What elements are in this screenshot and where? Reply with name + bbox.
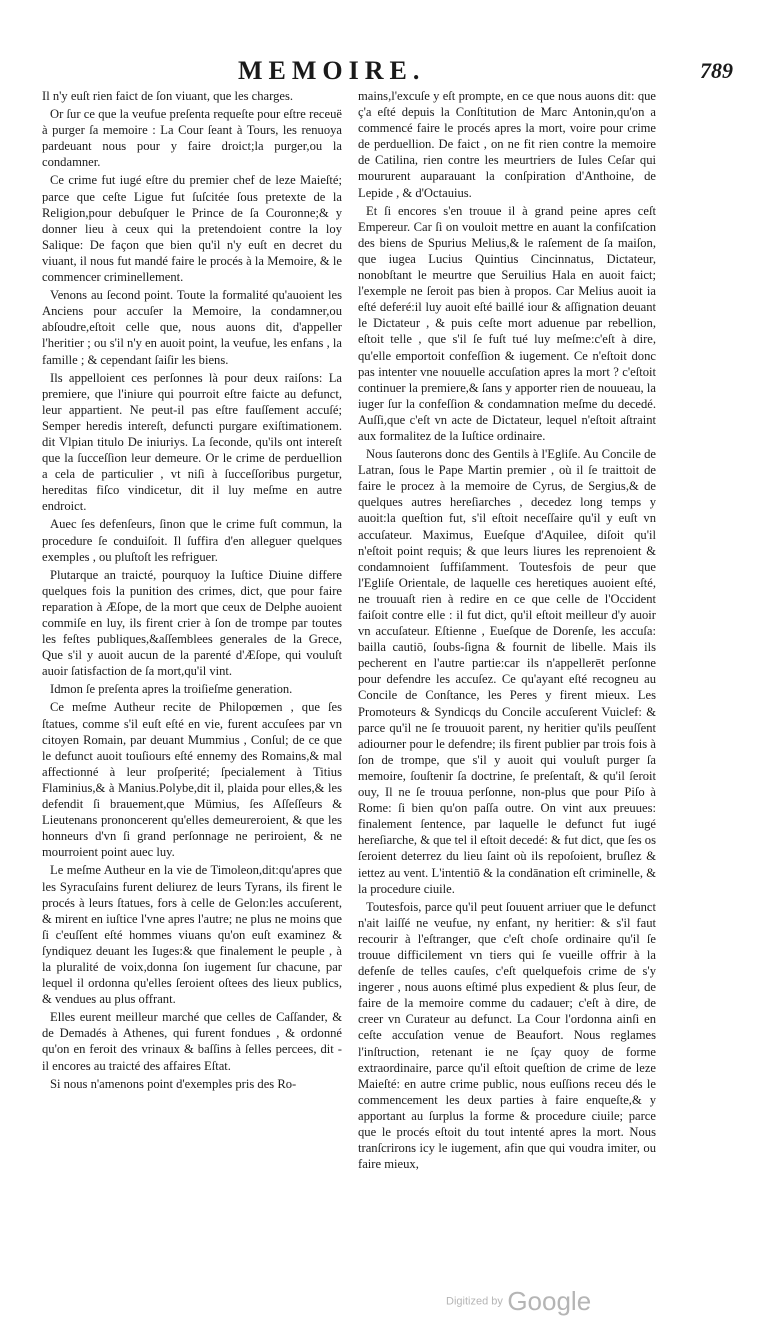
digitized-watermark: [446, 1286, 591, 1317]
left-text-column: [42, 88, 342, 1094]
right-text-column: [358, 88, 656, 1174]
paragraph: Ils appelloient ces perſonnes là pour deux raiſons: La premiere, que l'iniure qui pourroit eſtre faicte au defunct, leur appartient. Ne peut-il pas eſtre fauſſement accuſé; Semper heredis intereſt, defuncti purgare exiſtimationem. dit Vlpian titulo De iniuriys. La ſeconde, qu'ils ont intereſt que la ſucceſſion leur demeure. Or le crime de perduellion a cela de particulier , vt niſi à ſucceſſoribus purgetur, hereditas fiſco vindicetur, dit il luy meſme en autre endroict.: [42, 370, 342, 514]
paragraph: Et ſi encores s'en trouue il à grand peine apres ceſt Empereur. Car ſi on vouloit mettre en auant la confiſcation des biens de Spurius Melius,& le raſement de ſa maiſon, que iugea Lucius Quintius Cincinnatus, Dictateur, nonobſtant le meurtre que Seruilius Hala en auoit faict; l'exemple ne ſeroit pas bien à propos. Car Melius auoit ia eſté deferé:il luy auoit eſté baillé iour & aſſignation deuant le Dictateur , & puis ceſte mort aduenue par rebellion, eſtoit telle , que s'il ſe fuſt tué luy meſme:c'eſt à dire, qu'elle emportoit confeſſion & iugement. Ce n'eſtoit donc pas intenter vne nouuelle accuſation apres la mort ? c'eſtoit continuer la premiere,& ſans y apporter rien de nouueau, la iuger ſur la confeſſion & condamnation meſme du decedé. Auſſi,que c'eſt vn acte de Dictateur, lequel n'eſtoit aſtraint aux formalitez de la Iuſtice ordinaire.: [358, 203, 656, 443]
paragraph: Toutesfois, parce qu'il peut ſouuent arriuer que le defunct n'ait laiſſé ne veufue, ny enfant, ny heritier: & s'il faut recourir à l'eſtranger, que c'eſt choſe ordinaire qu'il ſe trouue difficilement vn tiers qui ſe vueille offrir à la defenſe de telles cauſes, c'eſt quelquefois crime de s'y ingerer , nous auons eſtimé plus expedient & plus ſeur, de faire de la memoire comme du cadauer; c'eſt à dire, de creer vn Curateur au defunct. La Cour l'ordonna ainſi en ceſte accuſation venue de Beaufort. Nous reglames l'inſtruction, retenant ie ne ſçay quoy de forme extraordinaire, parce qu'il eſtoit queſtion de crime de leze Maieſté: en autre crime public, nous euſſions receu dés le commencement les deux parties à faire enqueſte,& y apportant au ſurplus la forme & procedure ciuile; parce que le procés eſtoit du tout intenté apres la mort. Nous tranſcrirons icy le iugement, afin que qui voudra imiter, ou faire mieux,: [358, 899, 656, 1172]
paragraph: Il n'y euſt rien faict de ſon viuant, que les charges.: [42, 89, 294, 103]
paragraph: Auec ſes defenſeurs, ſinon que le crime fuſt commun, la procedure ſe conduiſoit. Il ſuffira d'en alleguer quelques exemples , ou pluſtoſt les refriguer.: [42, 517, 342, 564]
paragraph: Ce meſme Autheur recite de Philopœmen , que ſes ſtatues, comme s'il euſt eſté en vie, furent accuſees par vn citoyen Romain, par deuant Mummius , Conſul; de ce que le defunct auoit touſiours eſté ennemy des Romains,& mal affectionné à leur proſperité; ſpecialement à Titius Flaminius,& à Manius.Polybe,dit il, plaida pour elles,& les defendit ſi brauement,que Mümius, ſes Aſſeſſeurs & Lieutenans prononcerent qu'elles demeureroient, & que les honneurs d'vn ſi grand perſonnage ne periroient, & ne mourroient point auec luy.: [42, 700, 342, 860]
paragraph: Plutarque an traicté, pourquoy la Iuſtice Diuine differe quelques fois la punition des crimes, dict, que pour faire reparation à Æſope, de la mort que ceux de Delphe auoient commiſe en luy, ils firent crier à ſon de trompe par toutes les feſtes publiques,&aſſemblees generales de la Grece, Que s'il y auoit aucun de la parenté d'Æſope, qui vouluſt auoir ſatisfaction de ſa mort,qu'il vint.: [42, 567, 342, 679]
paragraph: Elles eurent meilleur marché que celles de Caſſander, & de Demadés à Athenes, qui furent fondues , & ordonné qu'on en feroit des vrinaux & baſſins à ſelles percees, dit - il encores au traicté des affaires Eſtat.: [42, 1010, 342, 1073]
google-logo-text: Google: [507, 1286, 592, 1316]
paragraph: Venons au ſecond point. Toute la formalité qu'auoient les Anciens pour accuſer la Memoire, la condamner,ou abſoudre,eſtoit celle que, nous auons dit, d'appeller l'heritier ; ou s'il n'y en auoit point, la veufue, les enfans , la famille ; & cependant ſaiſir les biens.: [42, 288, 342, 367]
running-title: MEMOIRE.: [238, 56, 426, 85]
digitized-by-label: Digitized by: [446, 1295, 503, 1308]
paragraph: Or ſur ce que la veufue preſenta requeſte pour eſtre receuë à purger ſa memoire : La Cour ſeant à Tours, les renuoya pardeuant nous pour y faire droict;la purger,ou la condamner.: [42, 107, 342, 170]
paragraph: Ce crime fut iugé eſtre du premier chef de leze Maieſté; parce que ceſte Ligue fut ſuſcitée ſous pretexte de la Religion,pour debuſquer le Prince de ſa Couronne;& y donner lieu à ceux qui la pretendoient contre la loy Salique: De façon que bien qu'il n'y euſt en decret du viuant, il nous fut mandé faire le procés à la Memoire, & le commencer criminellement.: [42, 173, 342, 285]
paragraph: Le meſme Autheur en la vie de Timoleon,dit:qu'apres que les Syracuſains furent deliurez de leurs Tyrans, ils firent le procés à leurs ſtatues, fors à celle de Gelon:les accuſerent, & mirent en iuſtice l'vne apres l'autre; ne plus ne moins que ſi c'euſſent eſté hommes viuans qu'on euſt examinez & ſyndiquez deuant les Iuges:& que finalement le peuple , à la pluralité de voix,donna ſon iugement ſur chacune, par lequel il ordonna qu'elles ſeroient oſtees des lieux publics, & vendues au plus offrant.: [42, 863, 342, 1007]
paragraph: Nous ſauterons donc des Gentils à l'Egliſe. Au Concile de Latran, ſous le Pape Martin premier , où il ſe traittoit de faire le procez à la memoire de Cyrus, de Sergius,& de quelques autres hereſiarches , decedez long temps y auoit:la queſtion fut, s'il eſtoit neceſſaire qu'il y euſt vn accuſateur. Maximus, Eueſque d'Aquilee, diſoit qu'il n'eſtoit point requis; & que leurs liures les reprenoient & condamnoient ſuffiſamment. Toutesfois de peur que l'Egliſe Orientale, de laquelle ces heretiques auoient eſté, ne trouuaſt rien à redire en ce que celle de l'Occident faiſoit contre elle : il fut dict, qu'il eſtoit meilleur d'y auoir vn accuſateur. Eſtienne , Eueſque de Dorenſe, les accuſa: bailla cautiō, ſoubs-ſigna & fournit de libelle. Mais ils pecherent en l'autre partie:car ils n'appellerēt perſonne pour defendre les accuſez. Ce qu'ayant eſté recogneu au Concile de Conſtance, les Peres y firent mieux. Les Promoteurs & Syndicqs du Concile accuſerent Vuiclef: & parce qu'il ne ſe trouuoit parent, ny heritier qu'ils peuſſent adiourner pour le defendre; ils firent publier par trois fois à ſon de trompe, que s'il y auoit qui vouluſt purger ſa memoire, ſouſtenir ſa doctrine, ſe preſentaſt, & qu'il ſeroit ouy, Il ne ſe trouua perſonne, non-plus que pour Piſo à Rome: ſi bien qu'on paſſa outre. On vint aux preuues: finalement ſentence, par laquelle le defunct fut iugé hereſiarche, & que tel il eſtoit decedé: & fut dict, que ſes os ſeroient deterrez du lieu ſaint où ils repoſoient, bruſlez & iettez au vent. L'intentiō & la condānation eſt criminelle, & la procedure ciuile.: [358, 447, 656, 896]
paragraph: mains,l'excuſe y eſt prompte, en ce que nous auons dit: que ç'a eſté depuis la Conſtitution de Marc Antonin,qu'on a commencé faire le procés apres la mort, voire pour crime de perduellion. De faict , on ne fit rien contre la memoire de Catilina, rien contre les meurtriers de Iules Ceſar qui moururent auparauant la conſpiration d'Anthoine, de Lepide , & d'Octauius.: [358, 89, 656, 200]
paragraph: Idmon ſe preſenta apres la troiſieſme generation.: [50, 682, 293, 697]
paragraph: Si nous n'amenons point d'exemples pris des Ro-: [50, 1076, 297, 1091]
page-number: 789: [700, 58, 733, 83]
